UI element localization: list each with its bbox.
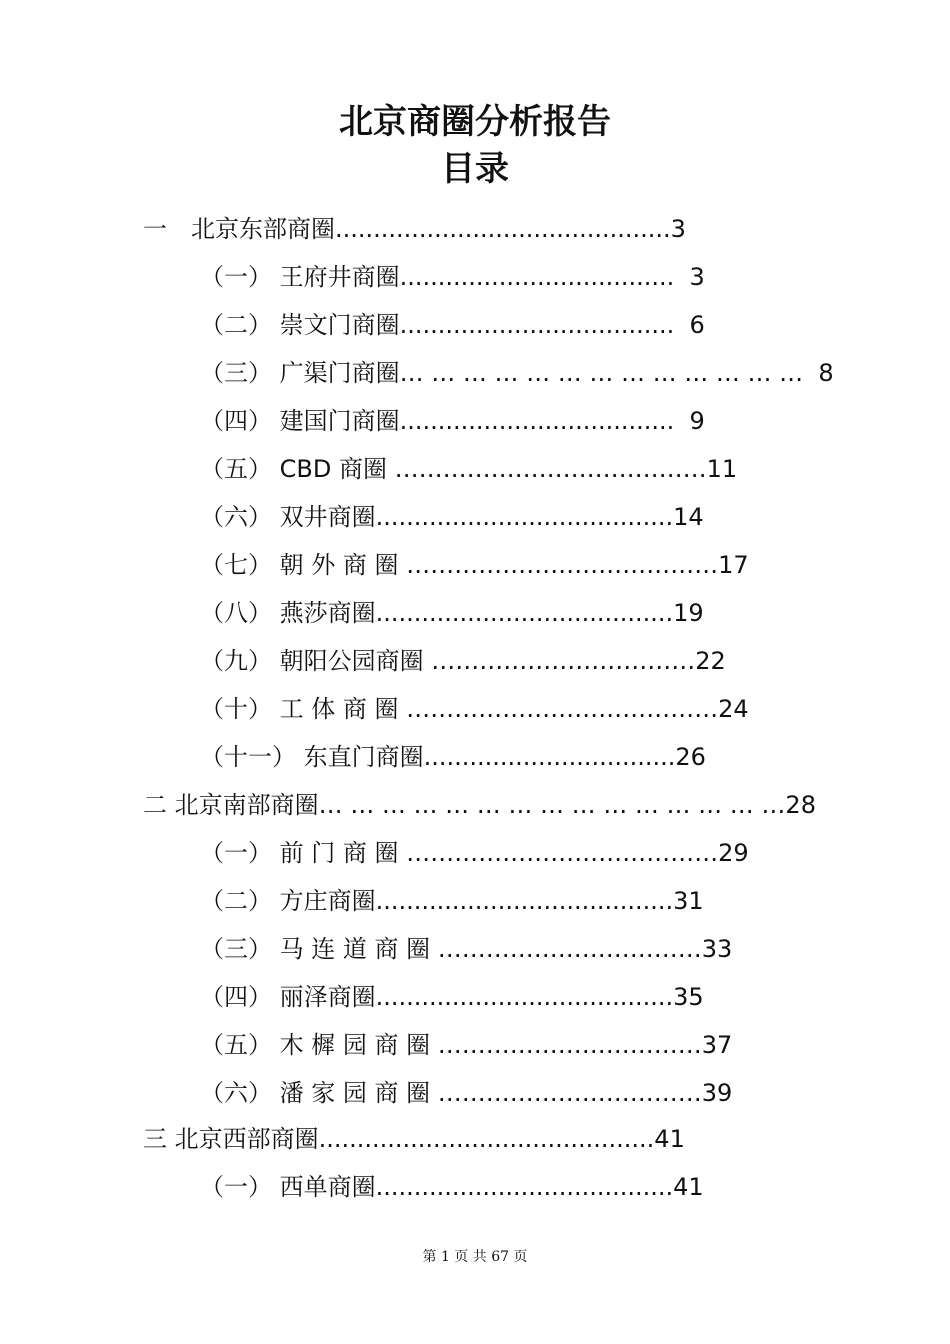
- toc-entry-chaowai[interactable]: （七） 朝 外 商 圈 …………………………………17: [200, 551, 749, 579]
- toc-entry-west[interactable]: 三 北京西部商圈............................................41: [143, 1125, 685, 1153]
- toc-entry-muxiyuan[interactable]: （五） 木 樨 园 商 圈 ……………………………37: [200, 1031, 733, 1059]
- toc-entry-yansha[interactable]: （八） 燕莎商圈.......................................19: [200, 599, 704, 627]
- toc-entry-shuangjing[interactable]: （六） 双井商圈.......................................14: [200, 503, 704, 531]
- toc-entry-jianguomen[interactable]: （四） 建国门商圈.................................... 9: [200, 407, 705, 435]
- toc-entry-maliandao[interactable]: （三） 马 连 道 商 圈 ……………………………33: [200, 935, 733, 963]
- toc-entry-south[interactable]: 二 北京南部商圈… … … … … … … … … … … … … … …28: [143, 791, 816, 819]
- toc-entry-qianmen[interactable]: （一） 前 门 商 圈 …………………………………29: [200, 839, 749, 867]
- page-title: 北京商圈分析报告: [339, 102, 611, 142]
- toc-entry-dongzhimen[interactable]: （十一） 东直门商圈.................................26: [200, 743, 706, 771]
- toc-entry-chaoyang-park[interactable]: （九） 朝阳公园商圈 ……………………………22: [200, 647, 726, 675]
- toc-heading: 目录: [441, 149, 509, 189]
- toc-entry-guangqumen[interactable]: （三） 广渠门商圈… … … … … … … … … … … … … 8: [200, 359, 834, 387]
- toc-entry-cbd[interactable]: （五） CBD 商圈 …………………………………11: [200, 455, 738, 483]
- toc-entry-xidan[interactable]: （一） 西单商圈.......................................41: [200, 1173, 704, 1201]
- toc-entry-panjiayuan[interactable]: （六） 潘 家 园 商 圈 ……………………………39: [200, 1079, 733, 1107]
- toc-entry-fangzhuang[interactable]: （二） 方庄商圈.......................................31: [200, 887, 704, 915]
- page-footer: 第 1 页 共 67 页: [422, 1249, 528, 1265]
- toc-entry-east[interactable]: 一 北京东部商圈............................................3: [143, 215, 686, 243]
- toc-entry-chongwenmen[interactable]: （二） 崇文门商圈.................................... 6: [200, 311, 705, 339]
- toc-entry-lize[interactable]: （四） 丽泽商圈.......................................35: [200, 983, 704, 1011]
- toc-entry-gongti[interactable]: （十） 工 体 商 圈 …………………………………24: [200, 695, 749, 723]
- toc-entry-wangfujing[interactable]: （一） 王府井商圈.................................... 3: [200, 263, 705, 291]
